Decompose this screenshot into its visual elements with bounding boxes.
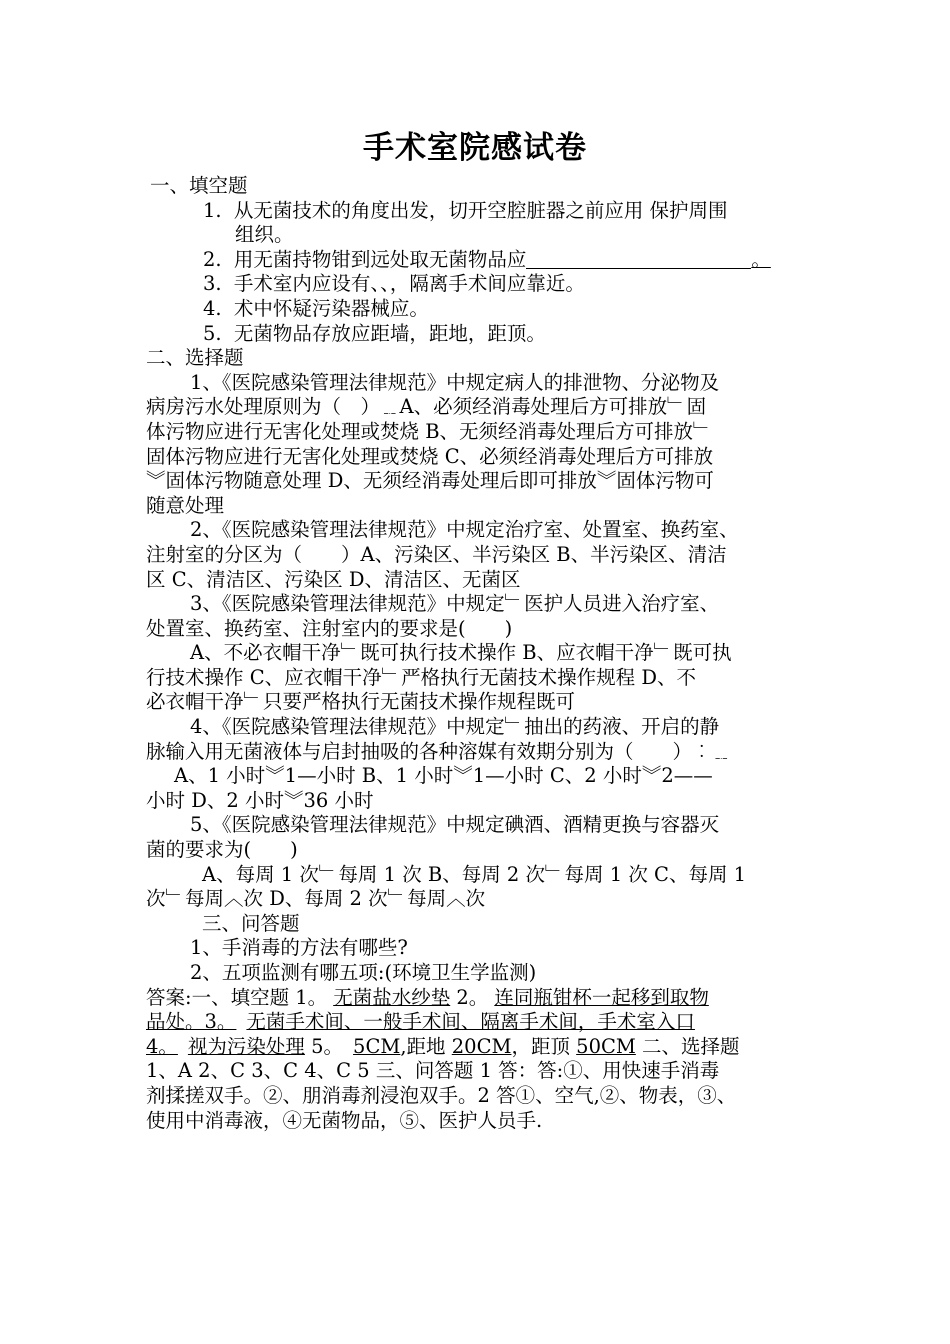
choice-q2-line: 2、《医院感染管理法律规范》中规定治疗室、处置室、换药室、 [190, 518, 739, 542]
fill-question-4 [146, 297, 812, 322]
answer-underlined: 视为污染处理 [187, 1034, 305, 1058]
question-text: 无菌物品存放应距墙，距地，距顶。 [233, 321, 546, 345]
answer-underlined: 50CM [576, 1034, 636, 1058]
question-number: 5. [203, 321, 222, 345]
choice-q1-line: 固体污物应进行无害化处理或焚烧 C、必须经消毒处理后方可排放 [146, 444, 714, 468]
fill-question-3 [146, 272, 812, 297]
question-text: 术中怀疑污染器械应。 [233, 296, 429, 320]
fill-question-5 [146, 322, 812, 347]
question-number: 1. [203, 198, 222, 222]
choice-q3-line: A、不必衣帽干净﹂既可执行技术操作 B、应衣帽干净﹂既可执 [190, 641, 732, 665]
choice-q3-line: 必衣帽干净﹂只要严格执行无菌技术操作规程既可 [146, 690, 576, 714]
choice-q4-line: 4、《医院感染管理法律规范》中规定﹂抽出的药液、开启的静 [190, 715, 720, 739]
section-heading-qa: 三、问答题 [202, 911, 300, 935]
answer-blank [526, 249, 751, 269]
qa-question-2: 2、五项监测有哪五项:(环境卫生学监测) [190, 961, 537, 984]
choice-q1-line: 病房污水处理原则为（ ）﹎A、必须经消毒处理后方可排放﹂固 [146, 395, 707, 419]
question-text: 手术室内应设有、、，隔离手术间应靠近。 [233, 272, 585, 296]
question-text: 用无菌持物钳到远处取无菌物品应 [233, 247, 527, 271]
choice-q4-line: A、1 小时︾1—小时 B、1 小时︾1—小时 C、2 小时︾2—— [174, 764, 713, 788]
answers-line-1 [146, 986, 812, 1011]
answer-underlined: 5CM [353, 1034, 401, 1058]
choice-q1-line: 随意处理 [146, 493, 225, 517]
answer-text: 二、选择题 [635, 1034, 740, 1058]
choice-q3-line: 处置室、换药室、注射室内的要求是( ) [146, 616, 513, 640]
choice-q5-line: 次﹂每周︿次 D、每周 2 次﹂每周︿次 [146, 887, 486, 911]
answer-underlined: 无菌盐水纱垫 [333, 985, 451, 1009]
choice-q5-line: 菌的要求为( ) [146, 838, 298, 862]
fill-question-1-cont: 组织。 [235, 223, 294, 247]
answers-line-3 [146, 1035, 812, 1060]
fill-question-2 [146, 248, 812, 273]
fill-question-1 [146, 199, 812, 224]
answer-text: ,距地 [400, 1034, 452, 1058]
choice-q5-line: A、每周 1 次﹂每周 1 次 B、每周 2 次﹂每周 1 次 C、每周 1 [202, 862, 747, 886]
answer-underlined: 4。 [146, 1034, 178, 1058]
answer-underlined: 品处。3。 [146, 1010, 237, 1034]
answer-underlined: 连同瓶钳杯一起移到取物 [494, 985, 709, 1009]
choice-q2-line: 区 C、清洁区、污染区 D、清洁区、无菌区 [146, 567, 521, 591]
choice-q2-line: 注射室的分区为（ ）A、污染区、半污染区 B、半污染区、清洁 [146, 542, 727, 566]
qa-question-1: 1、手消毒的方法有哪些? [190, 936, 408, 960]
section-heading-choice: 二、选择题 [146, 346, 244, 370]
answer-text: 5。 [304, 1034, 344, 1058]
question-text: 从无菌技术的角度出发，切开空腔脏器之前应用 保护周围 [233, 198, 728, 222]
choice-q1-line: ︾固体污物随意处理 D、无须经消毒处理后即可排放︾固体污物可 [146, 469, 714, 493]
question-number: 2. [203, 247, 222, 271]
answer-text: ，距顶 [511, 1034, 577, 1058]
choice-q5-line: 5、《医院感染管理法律规范》中规定碘酒、酒精更换与容器灭 [190, 813, 720, 837]
answers-line-2 [146, 1010, 812, 1035]
answers-line-6: 使用中消毒液，④无菌物品，⑤、医护人员手. [146, 1108, 543, 1132]
section-heading-fill-blank: 一、填空题 [150, 174, 248, 197]
choice-q3-line: 3、《医院感染管理法律规范》中规定﹂医护人员进入治疗室、 [190, 592, 720, 616]
answer-underlined: 20CM [451, 1034, 512, 1058]
choice-q1-line: 体污物应进行无害化处理或焚烧 B、无须经消毒处理后方可排放﹂ [146, 419, 713, 443]
question-number: 4. [203, 296, 222, 320]
answers-line-4: 1、A 2、C 3、C 4、C 5 三、问答题 1 答：答:①、用快速手消毒 [146, 1059, 720, 1083]
question-number: 3. [203, 272, 222, 296]
document-body [146, 174, 812, 1133]
question-end: 。 [751, 247, 771, 271]
answers-line-5: 剂揉搓双手。②、朋消毒剂浸泡双手。2 答①、空气,②、物表，③、 [146, 1083, 737, 1107]
answer-text: 2。 [450, 985, 489, 1009]
answer-text: 答案:一、填空题 1。 [146, 985, 328, 1009]
page-title: 手术室院感试卷 [363, 130, 587, 166]
choice-q3-line: 行技术操作 C、应衣帽干净﹂严格执行无菌技术操作规程 D、不 [146, 665, 696, 689]
choice-q4-line: 小时 D、2 小时︾36 小时 [146, 788, 374, 812]
choice-q1-line: 1、《医院感染管理法律规范》中规定病人的排泄物、分泌物及 [190, 370, 720, 394]
answer-underlined: 无菌手术间、一般手术间、隔离手术间，手术室入口 [246, 1010, 695, 1034]
choice-q4-line: 脉输入用无菌液体与启封抽吸的各种溶媒有效期分别为（ ）︰﹎ [146, 739, 732, 763]
